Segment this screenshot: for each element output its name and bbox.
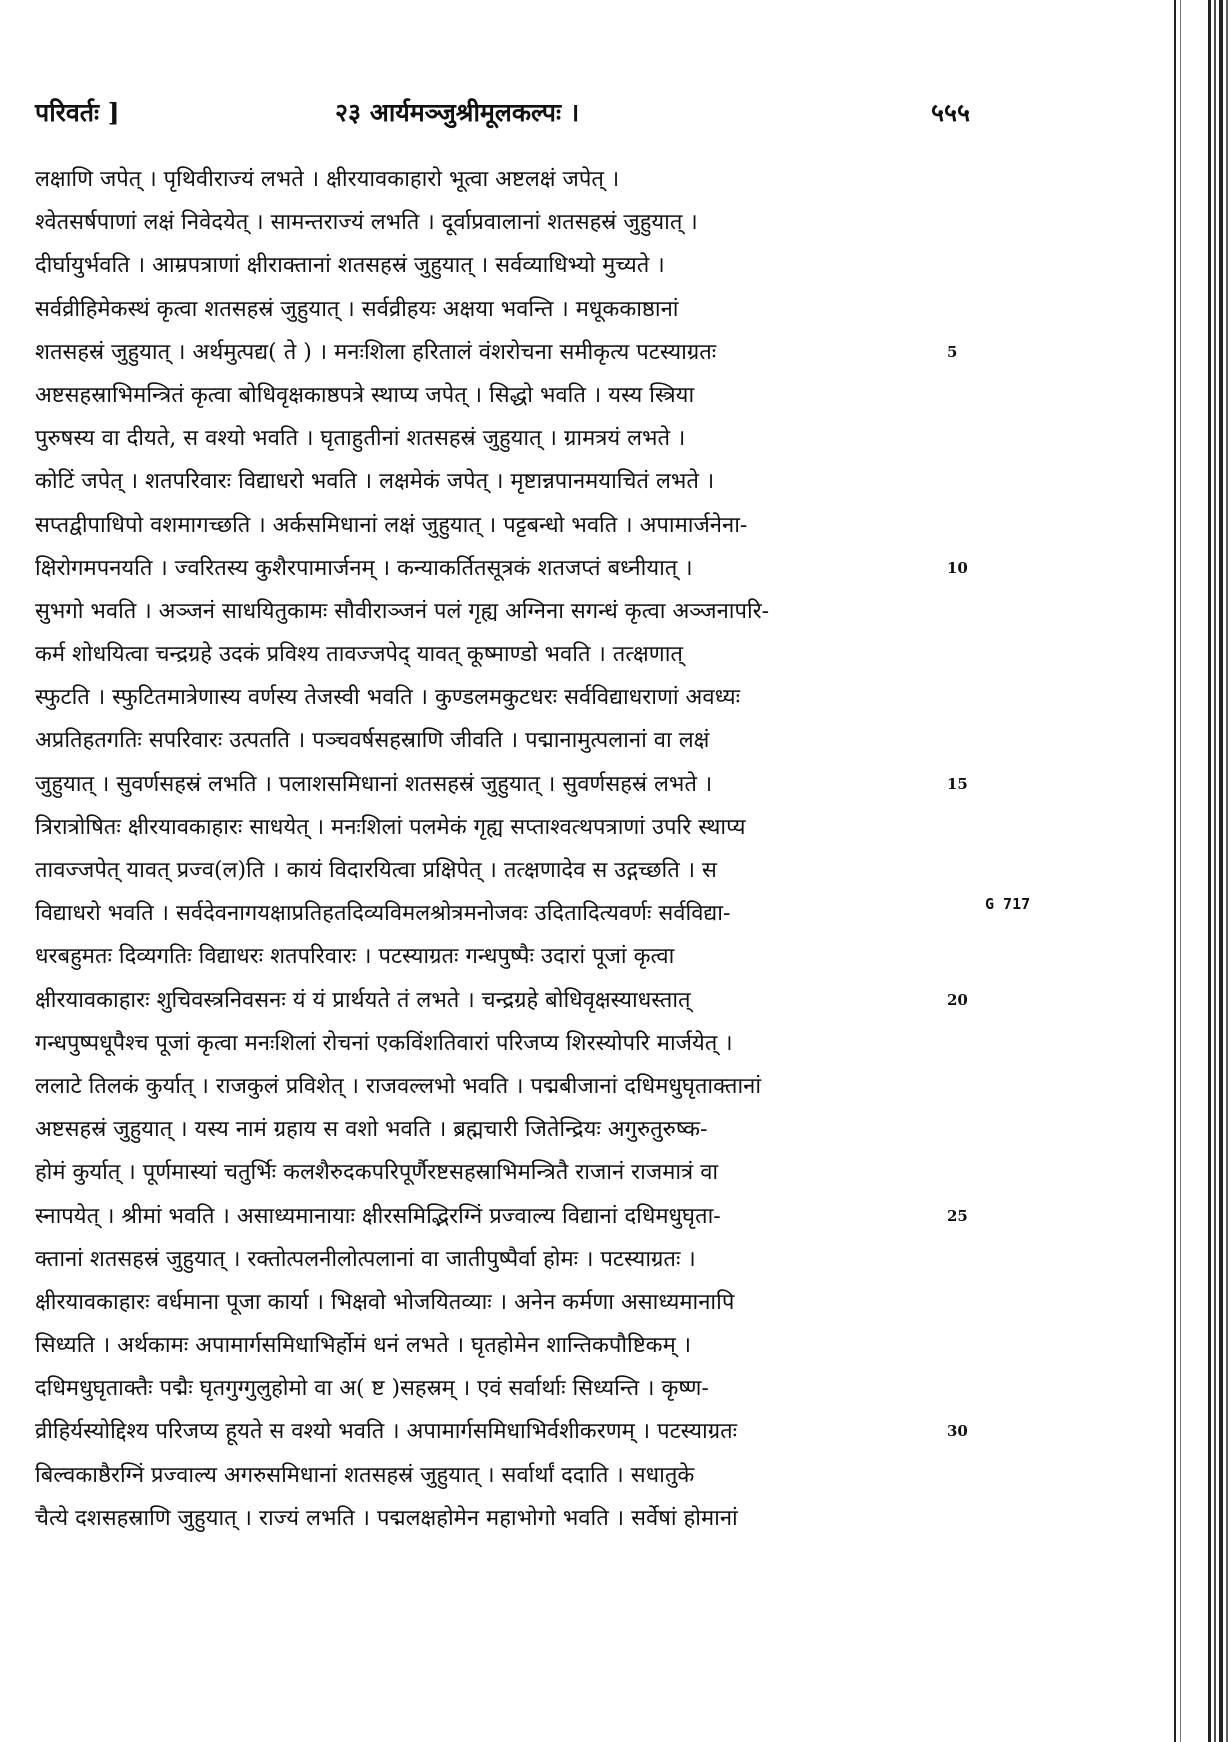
line-text: शतसहस्रं जुहुयात् । अर्थमुत्पद्य( ते ) । मनःशिला हरितालं वंशरोचना समीकृत्य पटस्याग्रतः (35, 339, 717, 365)
text-line (35, 806, 970, 849)
page-number: ५५५ (930, 98, 970, 127)
text-line (35, 1238, 970, 1281)
line-text: धरबहुमतः दिव्यगतिः विद्याधरः शतपरिवारः । पटस्याग्रतः गन्धपुष्पैः उदारां पूजां कृत्वा (35, 944, 675, 970)
line-text: तावज्जपेत् यावत् प्रज्व(ल)ति । कायं विदारयित्वा प्रक्षिपेत् । तत्क्षणादेव स उद्गच्छति । स (35, 858, 717, 883)
margin-reference: G 717 (985, 895, 1031, 913)
text-line (35, 417, 970, 460)
text-line (35, 1410, 970, 1453)
text-line (35, 1195, 970, 1238)
running-header (35, 95, 970, 135)
line-text: जुहुयात् । सुवर्णसहस्रं लभति । पलाशसमिधानां शतसहस्रं जुहुयात् । सुवर्णसहस्रं लभते । (35, 771, 713, 797)
text-line (35, 892, 970, 935)
line-text: पुरुषस्य वा दीयते, स वश्यो भवति । घृताहुतीनां शतसहस्रं जुहुयात् । ग्रामत्रयं लभते । (35, 426, 686, 452)
text-line (35, 1108, 970, 1151)
line-text: दधिमधुघृताक्तैः पद्मैः घृतगुग्गुलुहोमो वा अ( ष्ट )सहस्रम् । एवं सर्वार्थाः सिध्यन्ति । कृष्ण- (35, 1376, 709, 1402)
line-text: ललाटे तिलकं कुर्यात् । राजकुलं प्रविशेत् । राजवल्लभो भवति । पद्मबीजानां दधिमधुघृताक्तानां (35, 1073, 762, 1099)
line-text: बिल्वकाष्ठैरग्निं प्रज्वाल्य अगरुसमिधानां शतसहस्रं जुहुयात् । सर्वार्थां ददाति । सधातुके (35, 1462, 695, 1488)
line-text: श्वेतसर्षपाणां लक्षं निवेदयेत् । सामन्तराज्यं लभति । दूर्वाप्रवालानां शतसहस्रं जुहुयात् । (35, 210, 698, 236)
text-line (35, 1367, 970, 1410)
text-line (35, 331, 970, 374)
line-text: अष्टसहस्रं जुहुयात् । यस्य नामं ग्रहाय स वशो भवति । ब्रह्मचारी जितेन्द्रियः अगुरुतुरुष्क- (35, 1117, 708, 1143)
line-number: 5 (947, 342, 958, 361)
line-text: होमं कुर्यात् । पूर्णमास्यां चतुर्भिः कलशैरुदकपरिपूर्णैरष्टसहस्राभिमन्त्रितै राजानं राजमात्रं वा (35, 1160, 719, 1186)
line-text: व्रीहिर्यस्योद्दिश्य परिजप्य हूयते स वश्यो भवति । अपामार्गसमिधाभिर्वशीकरणम् । पटस्याग्रतः (35, 1419, 738, 1445)
line-text: कर्म शोधयित्वा चन्द्रग्रहे उदकं प्रविश्य तावज्जपेद् यावत् कूष्माण्डो भवति । तत्क्षणात् (35, 642, 683, 668)
text-line (35, 590, 970, 633)
header-section-label: परिवर्तः ] (35, 98, 120, 127)
text-line (35, 201, 970, 244)
text-line (35, 719, 970, 762)
text-line (35, 374, 970, 417)
text-line (35, 849, 970, 892)
line-text: सुभगो भवति । अञ्जनं साधयितुकामः सौवीराञ्जनं पलं गृह्य अग्निना सगन्धं कृत्वा अञ्जनापरि- (35, 598, 770, 624)
line-text: त्रिरात्रोषितः क्षीरयावकाहारः साधयेत् । मनःशिलां पलमेकं गृह्य सप्ताश्वत्थपत्राणां उपरि स्थाप्य (35, 814, 746, 840)
text-line (35, 979, 970, 1022)
line-text: क्षिरोगमपनयति । ज्वरितस्य कुशैरपामार्जनम् । कन्याकर्तितसूत्रकं शतजप्तं बध्नीयात् । (35, 555, 693, 581)
line-text: अप्रतिहतगतिः सपरिवारः उत्पतति । पञ्चवर्षसहस्राणि जीवति । पद्मानामुत्पलानां वा लक्षं (35, 728, 710, 754)
line-text: सर्वव्रीहिमेकस्थं कृत्वा शतसहस्रं जुहुयात् । सर्वव्रीहयः अक्षया भवन्ति । मधूककाष्ठानां (35, 296, 679, 322)
text-line (35, 547, 970, 590)
text-line (35, 676, 970, 719)
text-line (35, 1151, 970, 1194)
text-line (35, 244, 970, 287)
line-text: दीर्घायुर्भवति । आम्रपत्राणां क्षीराक्तानां शतसहस्रं जुहुयात् । सर्वव्याधिभ्यो मुच्यते । (35, 253, 665, 279)
text-line (35, 460, 970, 503)
line-text: क्षीरयावकाहारः शुचिवस्त्रनिवसनः यं यं प्रार्थयते तं लभते । चन्द्रग्रहे बोधिवृक्षस्याधस्तात् (35, 987, 691, 1013)
text-line (35, 504, 970, 547)
line-text: सिध्यति । अर्थकामः अपामार्गसमिधाभिर्होमं धनं लभते । घृतहोमेन शान्तिकपौष्टिकम् । (35, 1333, 692, 1359)
text-line (35, 763, 970, 806)
line-text: विद्याधरो भवति । सर्वदेवनागयक्षाप्रतिहतदिव्यविमलश्रोत्रमनोजवः उदितादित्यवर्णः सर्वविद्या- (35, 901, 731, 927)
line-text: क्षीरयावकाहारः वर्धमाना पूजा कार्या । भिक्षवो भोजयितव्याः । अनेन कर्मणा असाध्यमानापि (35, 1289, 735, 1315)
line-text: चैत्ये दशसहस्राणि जुहुयात् । राज्यं लभति । पद्मलक्षहोमेन महाभोगो भवति । सर्वेषां होमानां (35, 1505, 738, 1531)
line-text: सप्तद्वीपाधिपो वशमागच्छति । अर्कसमिधानां लक्षं जुहुयात् । पट्टबन्धो भवति । अपामार्जनेना- (35, 512, 748, 538)
line-text: स्फुटति । स्फुटितमात्रेणास्य वर्णस्य तेजस्वी भवति । कुण्डलमकुटधरः सर्वविद्याधराणां अवध्यः (35, 685, 741, 711)
line-number: 15 (947, 774, 968, 793)
line-number: 30 (947, 1422, 968, 1441)
line-text: स्नापयेत् । श्रीमां भवति । असाध्यमानायाः क्षीरसमिद्भिरग्निं प्रज्वाल्य विद्यानां दधिमधुघृता- (35, 1203, 721, 1229)
text-line (35, 1022, 970, 1065)
text-line (35, 288, 970, 331)
header-title: २३ आर्यमञ्जुश्रीमूलकल्पः । (335, 98, 580, 127)
line-number: 10 (947, 558, 968, 577)
text-line (35, 1324, 970, 1367)
text-line (35, 1454, 970, 1497)
line-text: लक्षाणि जपेत् । पृथिवीराज्यं लभते । क्षीरयावकाहारो भूत्वा अष्टलक्षं जपेत् । (35, 167, 620, 192)
text-line (35, 633, 970, 676)
line-number: 25 (947, 1206, 968, 1225)
line-text: अष्टसहस्राभिमन्त्रितं कृत्वा बोधिवृक्षकाष्ठपत्रे स्थाप्य जपेत् । सिद्धो भवति । यस्य स्त्रिया (35, 382, 695, 408)
scan-edge (1168, 0, 1232, 1742)
line-text: कोटिं जपेत् । शतपरिवारः विद्याधरो भवति । लक्षमेकं जपेत् । मृष्टान्नपानमयाचितं लभते । (35, 469, 715, 495)
line-number: 20 (947, 990, 968, 1009)
body-text (35, 158, 970, 1540)
line-text: गन्धपुष्पधूपैश्च पूजां कृत्वा मनःशिलां रोचनां एकविंशतिवारां परिजप्य शिरस्योपरि मार्जयेत् । (35, 1030, 733, 1056)
line-text: क्तानां शतसहस्रं जुहुयात् । रक्तोत्पलनीलोत्पलानां वा जातीपुष्पैर्वा होमः । पटस्याग्रतः । (35, 1246, 696, 1272)
text-line (35, 158, 970, 201)
text-line (35, 1281, 970, 1324)
text-line (35, 1497, 970, 1540)
text-line (35, 1065, 970, 1108)
text-line (35, 935, 970, 978)
